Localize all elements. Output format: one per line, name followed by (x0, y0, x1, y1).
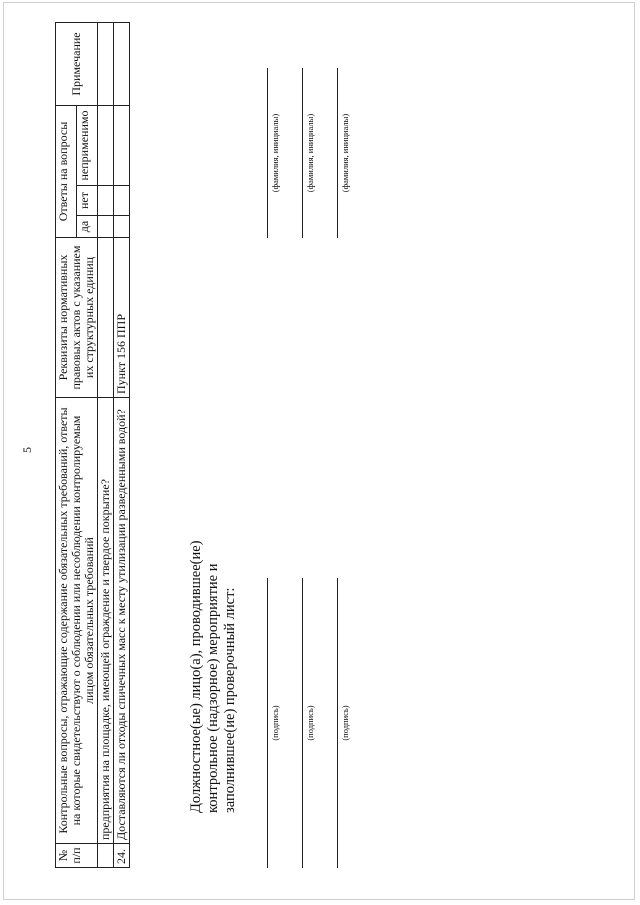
signature-line (337, 578, 338, 868)
row-note[interactable] (114, 23, 130, 106)
rotated-page-content (0, 23, 640, 868)
name-line (302, 68, 303, 238)
name-caption: (фамилия, инициалы) (270, 113, 280, 193)
header-not-applicable: неприменимо (77, 106, 98, 186)
row-requisites (98, 238, 114, 398)
signature-caption: (подпись) (270, 705, 280, 741)
header-requisites: Реквизиты нормативных правовых актов с указанием их структурных единиц (56, 238, 98, 398)
name-line (337, 68, 338, 238)
header-note: Примечание (56, 23, 98, 106)
header-question: Контрольные вопросы, отражающие содержание обязательных требований, ответы на которые свидетельствуют о соблюдении или несоблюдении контролируемым лицом обязательных требований (56, 398, 98, 844)
header-yes: да (77, 216, 98, 238)
name-caption: (фамилия, инициалы) (305, 113, 315, 193)
row-answer-yes[interactable] (98, 216, 114, 238)
name-line (267, 68, 268, 238)
signature-row (302, 23, 322, 868)
name-caption: (фамилия, инициалы) (340, 113, 350, 193)
signature-line (267, 578, 268, 868)
signature-line (302, 578, 303, 868)
table-row (114, 23, 130, 868)
signatures-intro: Должностное(ые) лицо(а), проводившее(ие) контрольное (надзорное) мероприятие и заполнившее(ие) проверочный лист: (188, 540, 238, 813)
header-number: № п/п (56, 844, 98, 868)
signature-caption: (подпись) (305, 705, 315, 741)
row-answer-no[interactable] (98, 186, 114, 216)
row-number: 24. (114, 844, 130, 868)
table-row (98, 23, 114, 868)
page-number: 5 (20, 447, 34, 453)
row-answer-no[interactable] (114, 186, 130, 216)
row-answer-yes[interactable] (114, 216, 130, 238)
row-requisites: Пункт 156 ППР (114, 238, 130, 398)
row-question: Доставляются ли отходы спичечных масс к месту утилизации разведенными водой? (114, 398, 130, 844)
signature-row (337, 23, 357, 868)
row-note[interactable] (98, 23, 114, 106)
checklist-table (55, 22, 130, 868)
row-number (98, 844, 114, 868)
row-answer-not-applicable[interactable] (114, 106, 130, 186)
header-answers: Ответы на вопросы (56, 106, 77, 238)
signature-row (267, 23, 287, 868)
row-answer-not-applicable[interactable] (98, 106, 114, 186)
header-no: нет (77, 186, 98, 216)
row-question: предприятия на площадке, имеющей ограждение и твердое покрытие? (98, 398, 114, 844)
signature-caption: (подпись) (340, 705, 350, 741)
